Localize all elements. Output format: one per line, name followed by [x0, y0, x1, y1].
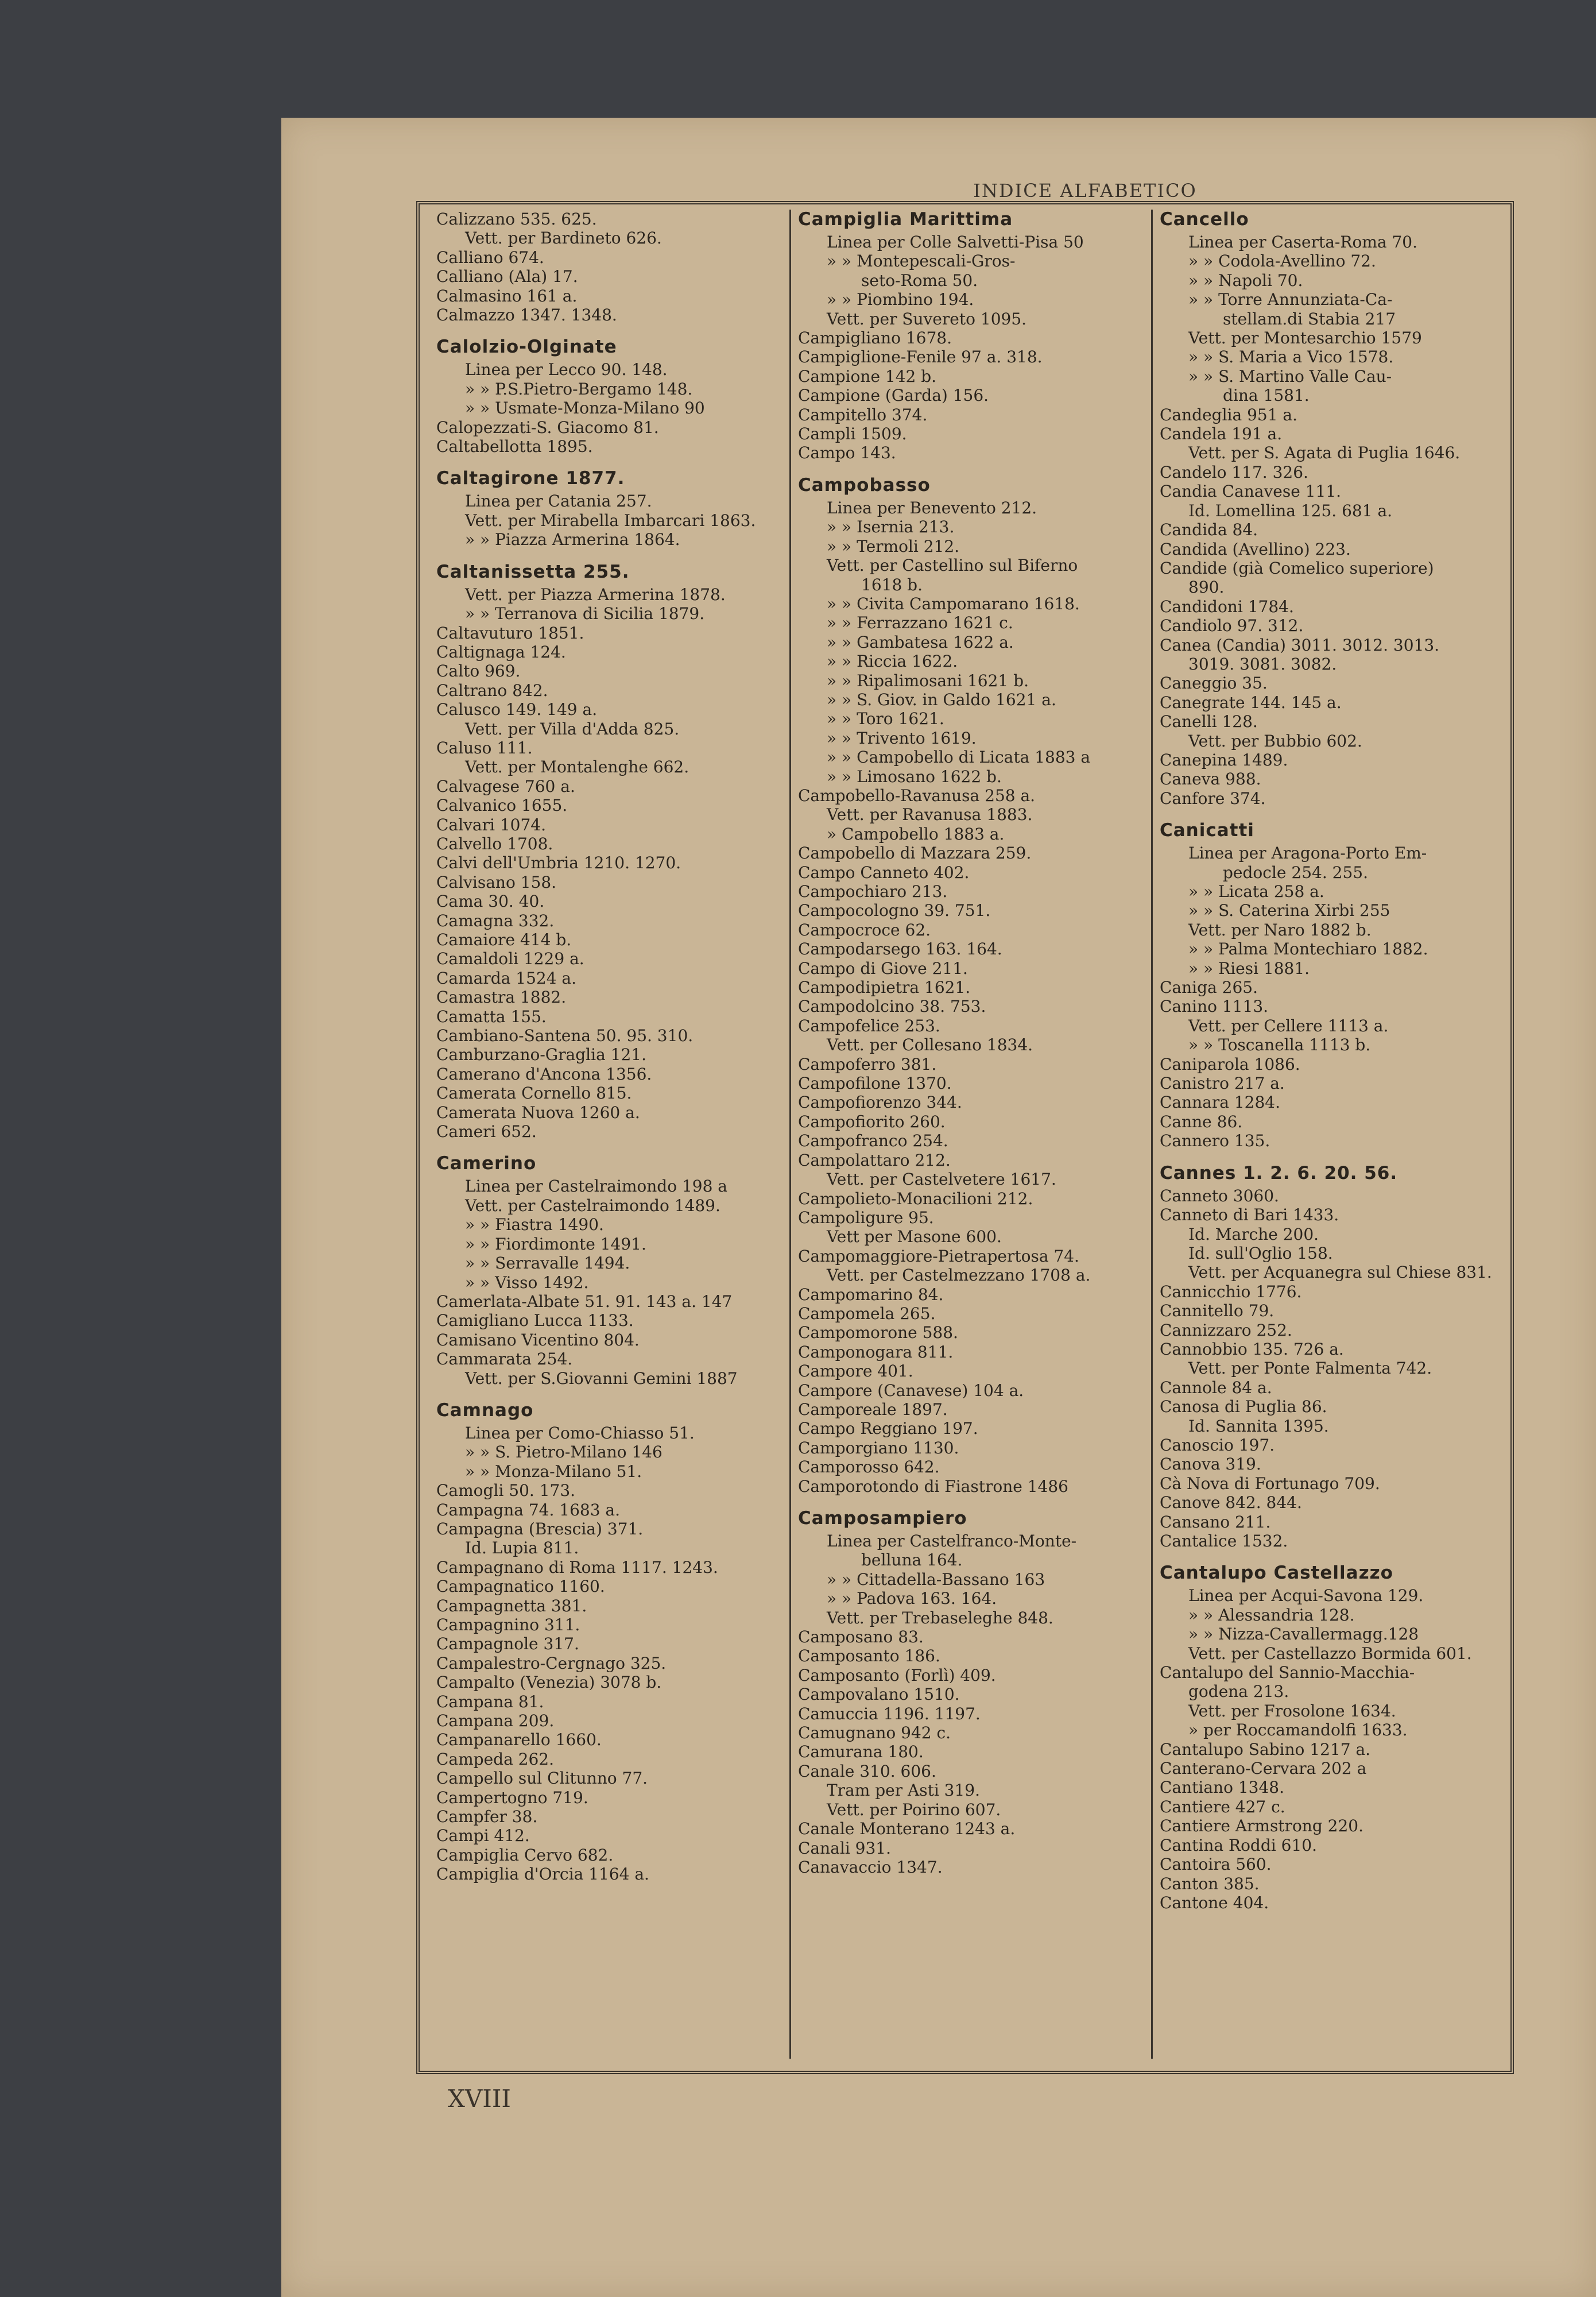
- index-entry: Campodolcino 38. 753.: [798, 997, 986, 1016]
- index-entry: Campomaggiore-Pietrapertosa 74.: [798, 1246, 1079, 1266]
- index-entry: Caniga 265.: [1160, 978, 1258, 997]
- index-entry: Campo di Giove 211.: [798, 958, 968, 978]
- index-entry: Campagna (Brescia) 371.: [436, 1519, 644, 1538]
- index-subentry: » » Cittadella-Bassano 163: [827, 1569, 1045, 1589]
- index-subentry: » » Serravalle 1494.: [465, 1254, 630, 1273]
- index-continuation: 1618 b.: [861, 575, 923, 594]
- index-subentry: » » P.S.Pietro-Bergamo 148.: [465, 379, 693, 399]
- index-entry: Campagnetta 381.: [436, 1596, 587, 1615]
- index-subentry: Id. Marche 200.: [1188, 1224, 1319, 1244]
- index-entry: Canneto di Bari 1433.: [1160, 1205, 1339, 1225]
- index-entry: Caltrano 842.: [436, 680, 548, 700]
- index-subentry: » » Gambatesa 1622 a.: [827, 632, 1014, 652]
- index-entry: Campana 209.: [436, 1711, 555, 1731]
- index-entry: Caltabellotta 1895.: [436, 437, 593, 457]
- index-subentry: Vett. per Montalenghe 662.: [465, 757, 689, 777]
- index-subentry: Vett. per Mirabella Imbarcari 1863.: [465, 511, 756, 530]
- index-entry: Cantone 404.: [1160, 1893, 1269, 1912]
- index-subentry: Linea per Lecco 90. 148.: [465, 360, 668, 380]
- index-subentry: Vett. per Bardineto 626.: [465, 229, 662, 248]
- index-subentry: Vett. per Cellere 1113 a.: [1188, 1016, 1389, 1035]
- index-column-2: [798, 210, 1148, 2047]
- index-subentry: » » Riccia 1622.: [827, 652, 958, 671]
- index-entry: Campolieto-Monacilioni 212.: [798, 1189, 1033, 1208]
- index-subentry: Linea per Acqui-Savona 129.: [1188, 1586, 1424, 1606]
- index-entry: Calvanico 1655.: [436, 796, 568, 815]
- index-entry: Cameri 652.: [436, 1122, 537, 1142]
- index-heading: Campiglia Marittima: [798, 210, 1013, 230]
- index-subentry: Linea per Caserta-Roma 70.: [1188, 233, 1417, 252]
- index-entry: Canegrate 144. 145 a.: [1160, 693, 1342, 712]
- index-entry: Camerata Nuova 1260 a.: [436, 1103, 640, 1122]
- index-entry: Cammarata 254.: [436, 1349, 573, 1369]
- index-entry: Camerano d'Ancona 1356.: [436, 1064, 652, 1084]
- index-subentry: » » Termoli 212.: [827, 536, 960, 556]
- index-entry: Calopezzati-S. Giacomo 81.: [436, 417, 659, 437]
- index-entry: Caniparola 1086.: [1160, 1054, 1300, 1074]
- index-subentry: Linea per Benevento 212.: [827, 498, 1037, 517]
- index-entry: Camaldoli 1229 a.: [436, 949, 584, 969]
- index-subentry: Vett. per Bubbio 602.: [1188, 731, 1362, 751]
- index-subentry: » » Piazza Armerina 1864.: [465, 530, 680, 550]
- index-entry: Canova 319.: [1160, 1455, 1261, 1474]
- index-entry: Calliano 674.: [436, 248, 544, 267]
- index-entry: Cantoira 560.: [1160, 1855, 1272, 1874]
- index-entry: Canea (Candia) 3011. 3012. 3013.: [1160, 635, 1440, 655]
- index-entry: Calliano (Ala) 17.: [436, 267, 578, 287]
- index-entry: Cansano 211.: [1160, 1512, 1271, 1532]
- index-subentry: Vett per Masone 600.: [827, 1227, 1002, 1247]
- index-subentry: Vett. per Castellazzo Bormida 601.: [1188, 1644, 1472, 1663]
- index-entry: Campalto (Venezia) 3078 b.: [436, 1673, 662, 1692]
- index-subentry: » » Riesi 1881.: [1188, 958, 1310, 978]
- index-page: [281, 118, 1596, 2297]
- index-entry: Calmasino 161 a.: [436, 286, 578, 306]
- index-subentry: » » Visso 1492.: [465, 1273, 589, 1292]
- index-entry: Camatta 155.: [436, 1007, 547, 1026]
- index-entry: Cannitello 79.: [1160, 1301, 1275, 1321]
- index-entry: Campagnole 317.: [436, 1634, 579, 1654]
- index-subentry: Linea per Castelraimondo 198 a: [465, 1177, 727, 1196]
- index-entry: Caneva 988.: [1160, 769, 1261, 789]
- index-entry: Canino 1113.: [1160, 997, 1269, 1016]
- index-heading: Cantalupo Castellazzo: [1160, 1563, 1393, 1584]
- index-subentry: Vett. per Collesano 1834.: [827, 1035, 1033, 1055]
- index-entry: Campeda 262.: [436, 1749, 555, 1769]
- index-heading: Camnago: [436, 1399, 534, 1421]
- index-entry: Campobello-Ravanusa 258 a.: [798, 786, 1036, 805]
- index-entry: Campoferro 381.: [798, 1054, 937, 1074]
- index-subentry: Vett. per Trebaseleghe 848.: [827, 1608, 1053, 1627]
- index-entry: Campofelice 253.: [798, 1016, 940, 1035]
- index-entry: Cà Nova di Fortunago 709.: [1160, 1474, 1380, 1493]
- index-entry: Camerlata-Albate 51. 91. 143 a. 147: [436, 1291, 733, 1311]
- index-entry: Campovalano 1510.: [798, 1685, 960, 1704]
- index-entry: Candiolo 97. 312.: [1160, 616, 1304, 636]
- index-subentry: » » S. Martino Valle Cau-: [1188, 366, 1392, 386]
- index-subentry: » » S. Maria a Vico 1578.: [1188, 347, 1394, 367]
- index-entry: Canistro 217 a.: [1160, 1074, 1285, 1093]
- index-subentry: » » Monza-Milano 51.: [465, 1461, 642, 1481]
- index-entry: Camposano 83.: [798, 1627, 924, 1647]
- index-subentry: Vett. per Castelraimondo 1489.: [465, 1196, 720, 1215]
- index-entry: Canavaccio 1347.: [798, 1857, 943, 1877]
- index-entry: Cantalupo del Sannio-Macchia-: [1160, 1663, 1415, 1683]
- index-entry: Candida 84.: [1160, 520, 1258, 540]
- index-entry: Campana 81.: [436, 1692, 544, 1711]
- index-entry: Camerata Cornello 815.: [436, 1084, 632, 1103]
- index-entry: Campiglia d'Orcia 1164 a.: [436, 1865, 649, 1884]
- index-subentry: Linea per Como-Chiasso 51.: [465, 1423, 695, 1443]
- index-entry: Camposanto (Forlì) 409.: [798, 1665, 996, 1685]
- index-subentry: Vett. per Acquanegra sul Chiese 831.: [1188, 1263, 1492, 1282]
- index-subentry: Vett. per Villa d'Adda 825.: [465, 719, 680, 738]
- index-entry: Camporeale 1897.: [798, 1399, 948, 1419]
- index-entry: Calvari 1074.: [436, 815, 546, 834]
- index-entry: Campli 1509.: [798, 424, 907, 444]
- index-entry: Camporosso 642.: [798, 1457, 940, 1477]
- index-subentry: Vett. per Castelvetere 1617.: [827, 1170, 1056, 1189]
- index-entry: Cantiano 1348.: [1160, 1778, 1284, 1797]
- index-entry: Campodarsego 163. 164.: [798, 939, 1002, 959]
- index-subentry: Id. Lupia 811.: [465, 1538, 579, 1558]
- index-heading: Campobasso: [798, 474, 931, 496]
- index-entry: Caltignaga 124.: [436, 642, 566, 662]
- index-subentry: » » Montepescali-Gros-: [827, 252, 1016, 271]
- index-subentry: Vett. per Suvereto 1095.: [827, 309, 1027, 328]
- index-entry: Camurana 180.: [798, 1742, 924, 1762]
- index-subentry: » » Codola-Avellino 72.: [1188, 252, 1376, 271]
- index-subentry: Id. sull'Oglio 158.: [1188, 1243, 1333, 1263]
- index-entry: Camagna 332.: [436, 911, 555, 930]
- index-entry: Campitello 374.: [798, 405, 928, 424]
- index-entry: Canali 931.: [798, 1838, 891, 1858]
- index-entry: Campo Reggiano 197.: [798, 1419, 978, 1438]
- index-entry: Campolattaro 212.: [798, 1150, 951, 1170]
- index-subentry: Vett. per Piazza Armerina 1878.: [465, 585, 726, 604]
- index-subentry: Vett. per S.Giovanni Gemini 1887: [465, 1368, 738, 1388]
- index-entry: Calmazzo 1347. 1348.: [436, 306, 617, 325]
- index-subentry: » » S. Pietro-Milano 146: [465, 1443, 663, 1462]
- index-continuation: dina 1581.: [1223, 386, 1310, 405]
- index-subentry: » » Terranova di Sicilia 1879.: [465, 604, 705, 624]
- index-entry: Campo 143.: [798, 443, 896, 463]
- index-entry: Cantiere Armstrong 220.: [1160, 1816, 1364, 1836]
- index-heading: Cannes 1. 2. 6. 20. 56.: [1160, 1162, 1398, 1184]
- index-subentry: » » Licata 258 a.: [1188, 882, 1324, 901]
- index-entry: Caneggio 35.: [1160, 674, 1268, 693]
- index-entry: Candela 191 a.: [1160, 424, 1283, 444]
- index-heading: Caltagirone 1877.: [436, 468, 625, 489]
- index-entry: Cantina Roddi 610.: [1160, 1835, 1317, 1855]
- index-subentry: Vett. per Castelmezzano 1708 a.: [827, 1266, 1091, 1285]
- index-subentry: » » Palma Montechiaro 1882.: [1188, 939, 1428, 959]
- index-entry: Camaiore 414 b.: [436, 930, 572, 949]
- index-entry: Camogli 50. 173.: [436, 1481, 576, 1501]
- index-subentry: » » Usmate-Monza-Milano 90: [465, 399, 705, 418]
- index-heading: Cancello: [1160, 210, 1249, 230]
- index-entry: Campomarino 84.: [798, 1285, 944, 1304]
- running-head: INDICE ALFABETICO: [973, 180, 1197, 202]
- index-subentry: 890.: [1188, 578, 1225, 597]
- index-subentry: Vett. per S. Agata di Puglia 1646.: [1188, 443, 1461, 463]
- index-subentry: Vett. per Naro 1882 b.: [1188, 920, 1372, 939]
- index-entry: Campi 412.: [436, 1826, 530, 1846]
- index-entry: Campagna 74. 1683 a.: [436, 1500, 621, 1519]
- index-column-3: [1160, 210, 1510, 2047]
- index-entry: Campofilone 1370.: [798, 1074, 952, 1093]
- index-entry: Campigliano 1678.: [798, 328, 952, 348]
- index-entry: Campagnano di Roma 1117. 1243.: [436, 1557, 718, 1577]
- index-entry: Cannizzaro 252.: [1160, 1320, 1292, 1340]
- index-subentry: » » Ripalimosani 1621 b.: [827, 671, 1029, 690]
- index-entry: Canosa di Puglia 86.: [1160, 1397, 1327, 1417]
- index-entry: Calvi dell'Umbria 1210. 1270.: [436, 853, 681, 873]
- index-entry: Canoscio 197.: [1160, 1435, 1275, 1455]
- index-entry: Campore (Canavese) 104 a.: [798, 1380, 1024, 1400]
- index-heading: Caltanissetta 255.: [436, 561, 630, 582]
- index-entry: Calvagese 760 a.: [436, 776, 575, 796]
- index-subentry: » » Nizza-Cavallermagg.128: [1188, 1625, 1419, 1644]
- index-entry: Candeglia 951 a.: [1160, 405, 1298, 424]
- index-entry: Campiglia Cervo 682.: [436, 1845, 614, 1865]
- index-subentry: Vett. per Ponte Falmenta 742.: [1188, 1359, 1432, 1378]
- index-entry: Camburzano-Graglia 121.: [436, 1045, 647, 1065]
- index-entry: Cannara 1284.: [1160, 1093, 1281, 1112]
- index-subentry: Linea per Castelfranco-Monte-: [827, 1532, 1077, 1550]
- index-entry: Camastra 1882.: [436, 988, 567, 1007]
- index-entry: Cannobbio 135. 726 a.: [1160, 1339, 1344, 1359]
- index-subentry: » » Fiordimonte 1491.: [465, 1234, 646, 1254]
- index-entry: Campoligure 95.: [798, 1208, 934, 1227]
- index-subentry: Vett. per Ravanusa 1883.: [827, 805, 1033, 825]
- index-subentry: » » Toscanella 1113 b.: [1188, 1035, 1371, 1055]
- column-divider: [789, 210, 791, 2059]
- index-entry: Canelli 128.: [1160, 712, 1258, 732]
- index-subentry: » » Civita Campomarano 1618.: [827, 594, 1080, 613]
- index-column-1: [436, 210, 787, 2047]
- index-entry: Candelo 117. 326.: [1160, 462, 1308, 482]
- index-subentry: » » Piombino 194.: [827, 290, 974, 310]
- index-subentry: » Campobello 1883 a.: [827, 824, 1005, 844]
- index-subentry: Vett. per Castellino sul Biferno: [827, 556, 1078, 575]
- index-entry: Campomela 265.: [798, 1304, 936, 1323]
- index-entry: Campione 142 b.: [798, 366, 937, 386]
- index-entry: Camporgiano 1130.: [798, 1438, 959, 1457]
- index-entry: Campo Canneto 402.: [798, 863, 970, 882]
- index-entry: Cannicchio 1776.: [1160, 1282, 1302, 1301]
- index-entry: Canepina 1489.: [1160, 750, 1288, 769]
- index-entry: Campanarello 1660.: [436, 1730, 602, 1750]
- index-entry: Canove 842. 844.: [1160, 1493, 1302, 1513]
- index-entry: Canale Monterano 1243 a.: [798, 1819, 1016, 1839]
- index-subentry: Vett. per Poirino 607.: [827, 1800, 1001, 1819]
- index-subentry: godena 213.: [1188, 1682, 1289, 1702]
- index-entry: Camuccia 1196. 1197.: [798, 1704, 981, 1723]
- index-entry: Cannero 135.: [1160, 1131, 1270, 1151]
- index-heading: Camposampiero: [798, 1508, 967, 1529]
- index-subentry: » » Ferrazzano 1621 c.: [827, 613, 1013, 633]
- index-subentry: » » Fiastra 1490.: [465, 1215, 604, 1235]
- index-subentry: Linea per Catania 257.: [465, 492, 652, 511]
- index-continuation: stellam.di Stabia 217: [1223, 309, 1396, 328]
- index-entry: Campofiorenzo 344.: [798, 1093, 962, 1112]
- index-subentry: » » Limosano 1622 b.: [827, 767, 1002, 786]
- index-entry: Canterano-Cervara 202 a: [1160, 1759, 1367, 1778]
- index-entry: Campomorone 588.: [798, 1323, 958, 1343]
- index-entry: Calizzano 535. 625.: [436, 210, 597, 229]
- index-subentry: Id. Sannita 1395.: [1188, 1416, 1329, 1436]
- index-entry: Cambiano-Santena 50. 95. 310.: [436, 1026, 694, 1046]
- index-subentry: Vett. per Frosolone 1634.: [1188, 1701, 1396, 1720]
- index-entry: Campfer 38.: [436, 1807, 538, 1827]
- index-entry: Cantiere 427 c.: [1160, 1797, 1285, 1816]
- index-subentry: » » Padova 163. 164.: [827, 1589, 997, 1608]
- index-entry: Candidoni 1784.: [1160, 597, 1294, 616]
- index-entry: Candida (Avellino) 223.: [1160, 539, 1351, 559]
- index-entry: Candide (già Comelico superiore): [1160, 558, 1434, 578]
- index-subentry: Id. Lomellina 125. 681 a.: [1188, 501, 1393, 520]
- index-subentry: Vett. per Montesarchio 1579: [1188, 328, 1422, 348]
- index-subentry: Linea per Aragona-Porto Em-: [1188, 844, 1427, 863]
- index-entry: Camarda 1524 a.: [436, 968, 577, 988]
- index-entry: Campofiorito 260.: [798, 1112, 946, 1131]
- index-subentry: » per Roccamandolfi 1633.: [1188, 1720, 1408, 1740]
- index-entry: Calusco 149. 149 a.: [436, 700, 598, 720]
- index-entry: Campello sul Clitunno 77.: [436, 1769, 648, 1788]
- index-entry: Campofranco 254.: [798, 1131, 948, 1151]
- index-entry: Campertogno 719.: [436, 1788, 588, 1807]
- index-entry: Campocologno 39. 751.: [798, 901, 991, 921]
- column-divider: [1151, 210, 1153, 2059]
- index-entry: Camisano Vicentino 804.: [436, 1330, 640, 1349]
- index-entry: Calvello 1708.: [436, 834, 553, 853]
- index-entry: Campocroce 62.: [798, 920, 931, 939]
- index-subentry: » » Trivento 1619.: [827, 728, 977, 748]
- index-entry: Campodipietra 1621.: [798, 978, 971, 997]
- index-entry: Cantalupo Sabino 1217 a.: [1160, 1739, 1371, 1759]
- index-entry: Camugnano 942 c.: [798, 1723, 951, 1743]
- index-entry: Campione (Garda) 156.: [798, 386, 989, 405]
- index-entry: Candia Canavese 111.: [1160, 482, 1342, 501]
- index-entry: Cantalice 1532.: [1160, 1532, 1288, 1550]
- index-entry: Cama 30. 40.: [436, 892, 545, 911]
- index-entry: Campiglione-Fenile 97 a. 318.: [798, 347, 1043, 367]
- index-entry: Campobello di Mazzara 259.: [798, 844, 1032, 863]
- index-entry: Campagnino 311.: [436, 1615, 580, 1634]
- index-subentry: » » Isernia 213.: [827, 517, 955, 537]
- index-entry: Camposanto 186.: [798, 1646, 940, 1666]
- index-entry: Campochiaro 213.: [798, 882, 948, 901]
- index-subentry: Linea per Colle Salvetti-Pisa 50: [827, 233, 1084, 252]
- index-entry: Campore 401.: [798, 1362, 913, 1381]
- index-subentry: » » Alessandria 128.: [1188, 1605, 1355, 1625]
- index-subentry: » » S. Caterina Xirbi 255: [1188, 901, 1390, 921]
- index-continuation: seto-Roma 50.: [861, 270, 978, 290]
- index-entry: Canne 86.: [1160, 1112, 1243, 1131]
- index-continuation: belluna 164.: [861, 1550, 963, 1570]
- index-heading: Calolzio-Olginate: [436, 337, 617, 358]
- index-entry: Cannole 84 a.: [1160, 1378, 1272, 1397]
- index-entry: Caltavuturo 1851.: [436, 623, 584, 643]
- index-entry: Campagnatico 1160.: [436, 1577, 605, 1596]
- index-entry: Camponogara 811.: [798, 1342, 954, 1362]
- index-entry: Canneto 3060.: [1160, 1186, 1279, 1205]
- page-number: XVIII: [448, 2085, 512, 2113]
- index-subentry: » » Torre Annunziata-Ca-: [1188, 290, 1393, 310]
- index-continuation: pedocle 254. 255.: [1223, 863, 1368, 882]
- index-subentry: » » Napoli 70.: [1188, 270, 1303, 290]
- index-entry: Canton 385.: [1160, 1874, 1260, 1893]
- index-entry: Caluso 111.: [436, 738, 533, 757]
- index-subentry: » » Campobello di Licata 1883 a: [827, 748, 1091, 767]
- index-entry: Calvisano 158.: [436, 872, 557, 892]
- index-subentry: 3019. 3081. 3082.: [1188, 654, 1337, 674]
- index-heading: Canicatti: [1160, 820, 1254, 841]
- index-entry: Calto 969.: [436, 662, 521, 681]
- index-entry: Camporotondo di Fiastrone 1486: [798, 1476, 1068, 1496]
- index-subentry: » » Toro 1621.: [827, 709, 944, 729]
- index-entry: Camigliano Lucca 1133.: [436, 1311, 634, 1331]
- index-subentry: » » S. Giov. in Galdo 1621 a.: [827, 690, 1056, 709]
- index-heading: Camerino: [436, 1153, 537, 1174]
- index-entry: Campalestro-Cergnago 325.: [436, 1653, 667, 1673]
- index-entry: Canfore 374.: [1160, 788, 1266, 808]
- index-subentry: Tram per Asti 319.: [827, 1781, 981, 1800]
- index-entry: Canale 310. 606.: [798, 1761, 936, 1781]
